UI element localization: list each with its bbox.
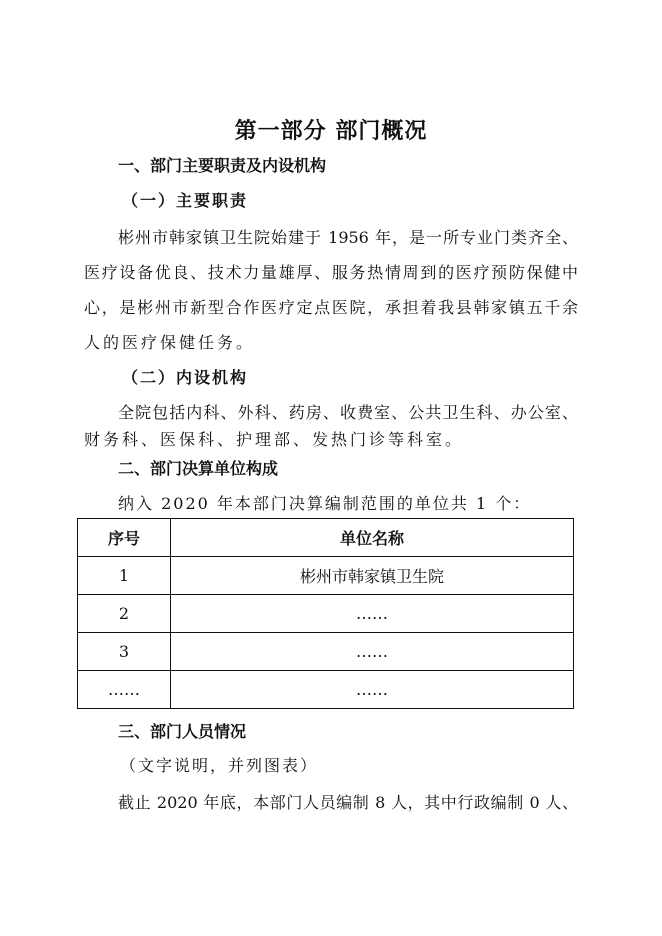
cell-unit-name: ……: [171, 595, 574, 633]
section-heading-duties: 一、部门主要职责及内设机构: [118, 156, 327, 175]
section-heading-staff: 三、部门人员情况: [118, 722, 247, 741]
table-row: [78, 633, 574, 671]
paragraph-line: 财务科、医保科、护理部、发热门诊等科室。: [84, 430, 465, 449]
cell-index: 2: [78, 595, 171, 633]
table-header-row: [78, 519, 574, 557]
paragraph-line: 人的医疗保健任务。: [84, 333, 256, 352]
paragraph-line: 心，是彬州市新型合作医疗定点医院，承担着我县韩家镇五千余: [84, 298, 578, 317]
paragraph-line: 医疗设备优良、技术力量雄厚、服务热情周到的医疗预防保健中: [84, 263, 578, 282]
subheading-internal-structure: （二）内设机构: [122, 368, 249, 387]
staff-note: （文字说明，并列图表）: [120, 756, 319, 775]
cell-index: 1: [78, 557, 171, 595]
header-unit-name: 单位名称: [171, 519, 574, 557]
table-row: [78, 671, 574, 709]
units-intro: 纳入 2020 年本部门决算编制范围的单位共 1 个：: [118, 494, 532, 513]
paragraph-line: 截止 2020 年底，本部门人员编制 8 人，其中行政编制 0 人、: [118, 793, 578, 812]
units-table: [77, 518, 574, 709]
subheading-main-duties: （一）主要职责: [122, 191, 249, 210]
cell-index: ……: [78, 671, 171, 709]
cell-unit-name: ……: [171, 671, 574, 709]
paragraph-line: 彬州市韩家镇卫生院始建于 1956 年，是一所专业门类齐全、: [118, 228, 578, 247]
table-row: [78, 557, 574, 595]
cell-unit-name: ……: [171, 633, 574, 671]
table-row: [78, 595, 574, 633]
paragraph-line: 全院包括内科、外科、药房、收费室、公共卫生科、办公室、: [118, 403, 578, 422]
cell-index: 3: [78, 633, 171, 671]
header-index: 序号: [78, 519, 171, 557]
cell-unit-name: 彬州市韩家镇卫生院: [171, 557, 574, 595]
page-title: 第一部分 部门概况: [234, 119, 428, 144]
section-heading-units: 二、部门决算单位构成: [118, 459, 279, 478]
